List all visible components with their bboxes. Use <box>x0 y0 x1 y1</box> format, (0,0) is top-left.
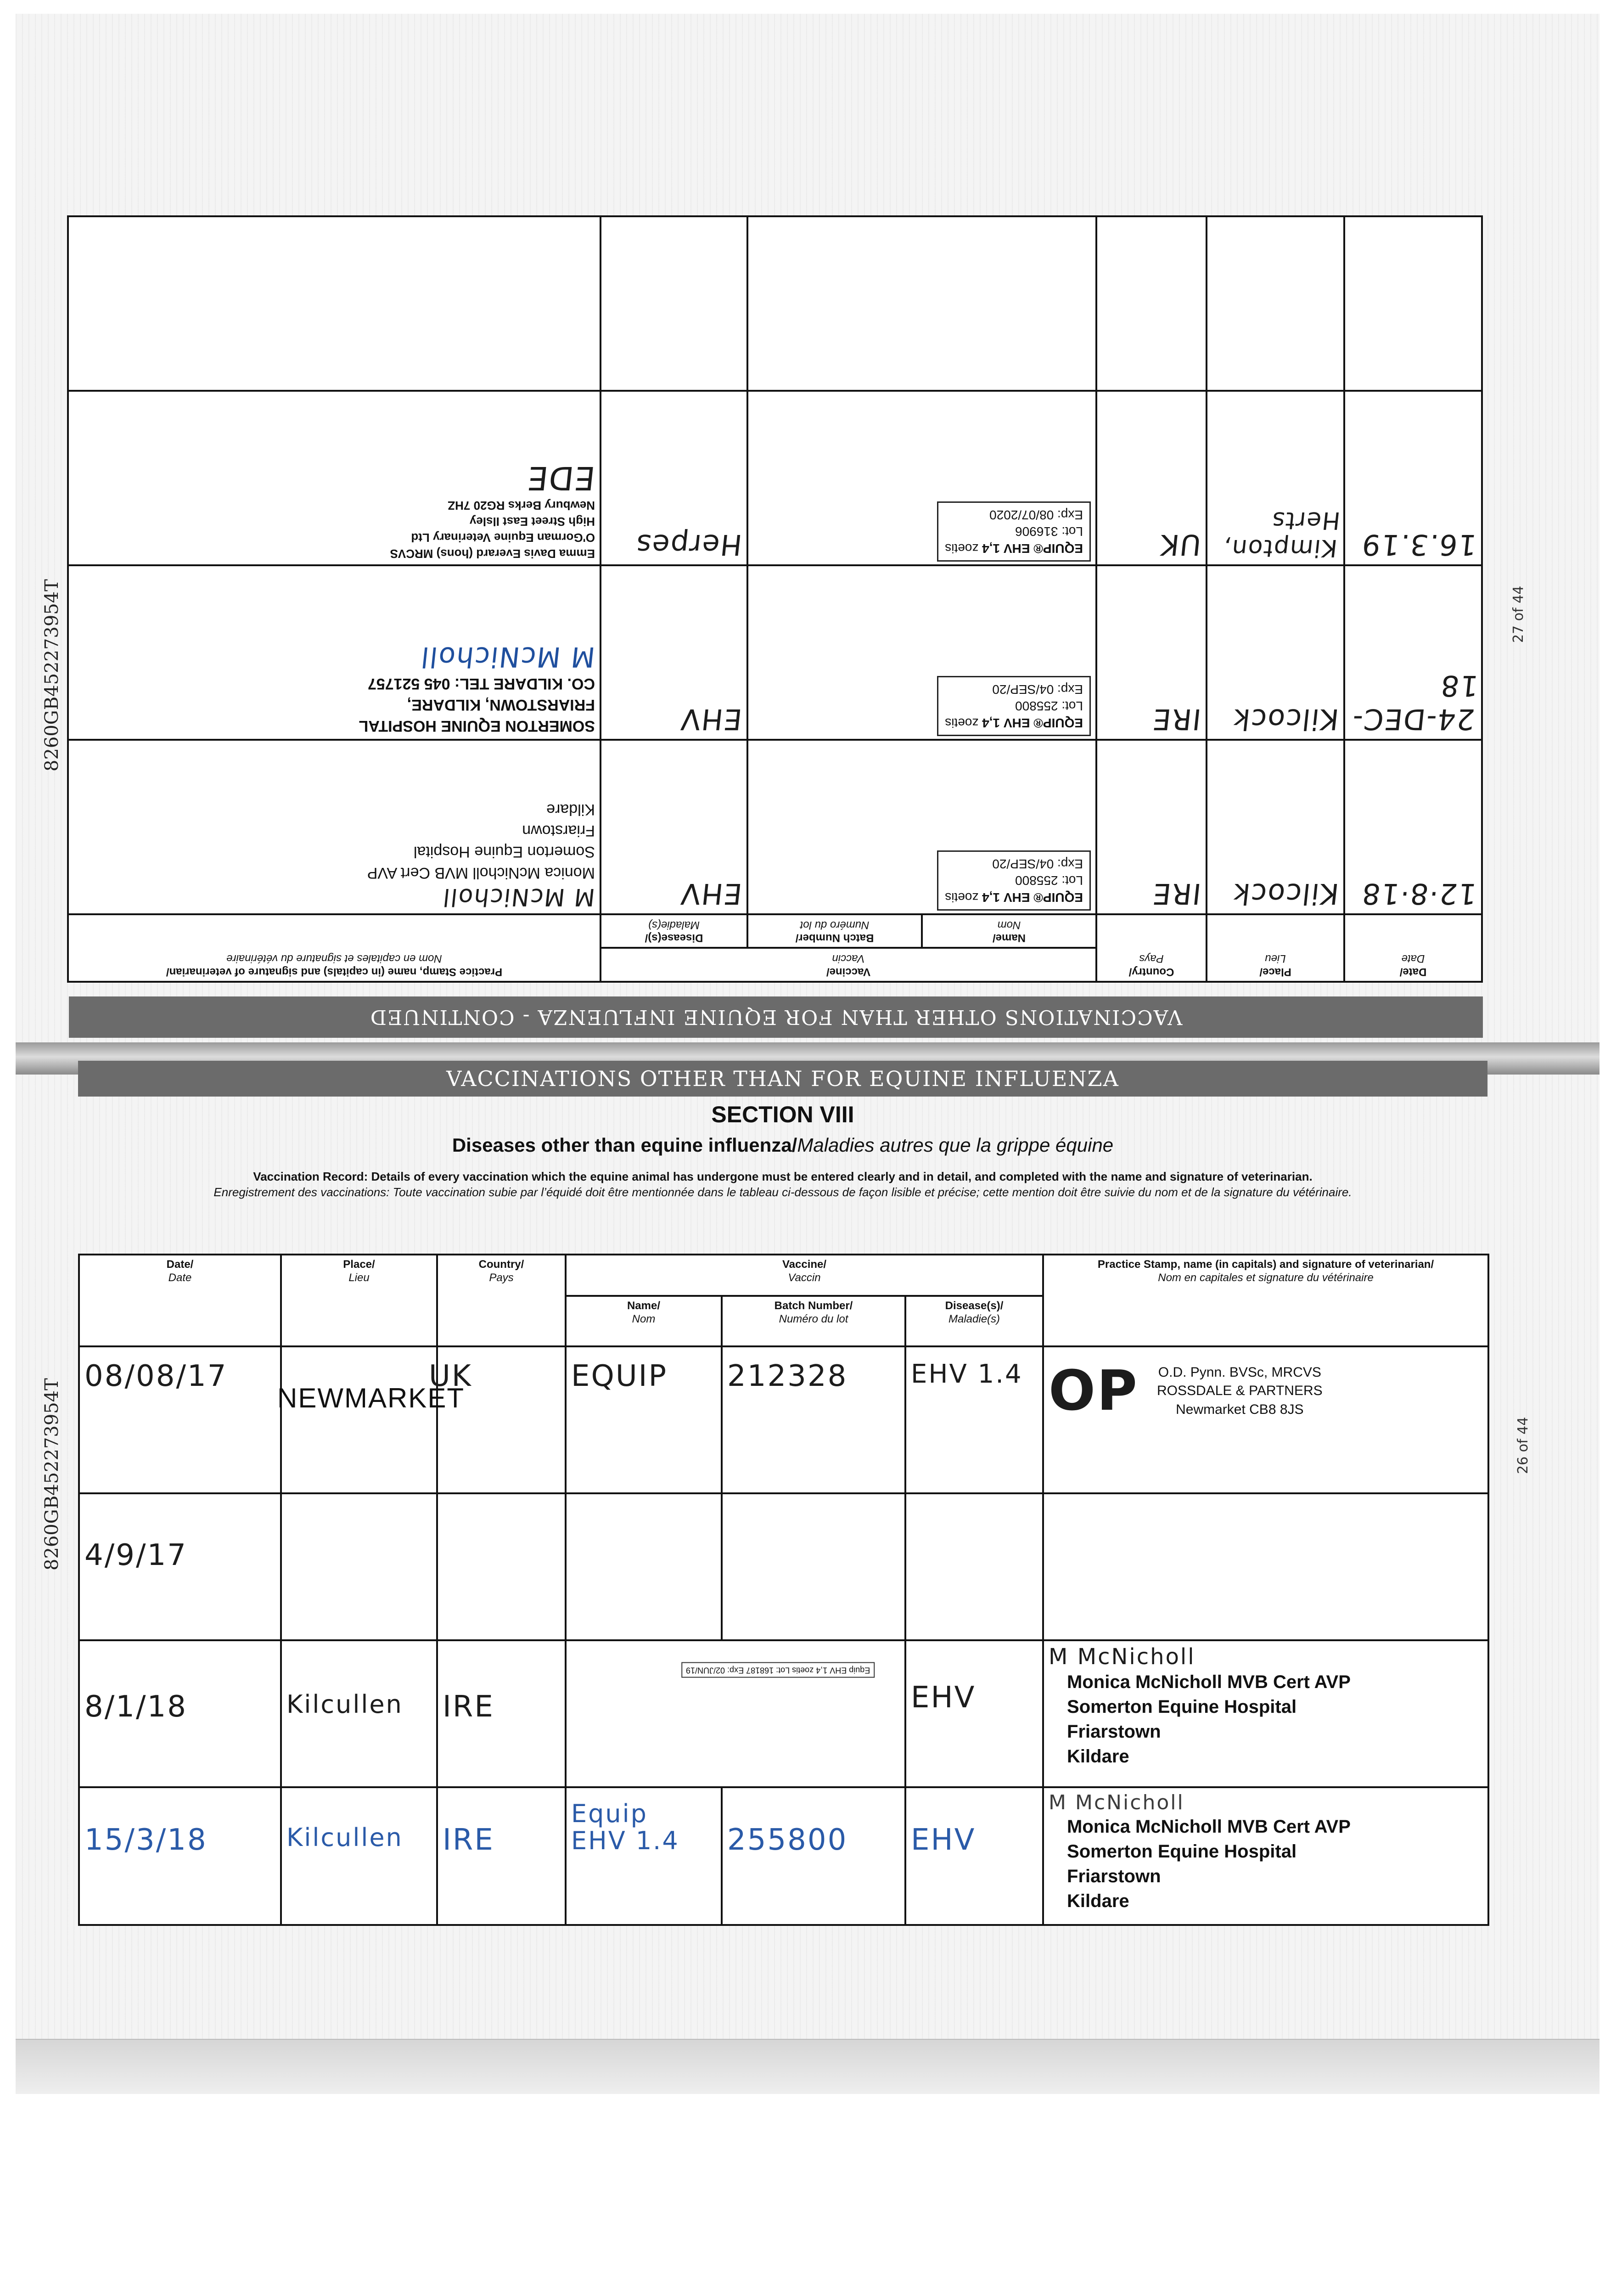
page-number-26: 26 of 44 <box>1515 1417 1531 1474</box>
cell-disease: EHV <box>601 740 747 914</box>
header-stamp: Practice Stamp, name (in capitals) and signature of veterinarian/ Nom en capitales et signature du vétérinaire <box>68 914 601 982</box>
vet-stamp: SOMERTON EQUINE HOSPITAL FRIARSTOWN, KILDARE, CO. KILDARE TEL: 045 521757 <box>359 675 595 735</box>
vet-signature: OP <box>1049 1359 1139 1423</box>
cell-date: 08/08/17 <box>79 1346 281 1493</box>
cell-batch: 255800 <box>722 1787 905 1925</box>
vet-stamp: O.D. Pynn. BVSc, MRCVS ROSSDALE & PARTNERS Newmarket CB8 8JS <box>1157 1364 1323 1417</box>
table-row <box>79 1640 1488 1787</box>
header-disease: Disease(s)/ Maladie(s) <box>905 1296 1043 1346</box>
cell-country: UK <box>1096 391 1207 565</box>
vet-signature: M McNicholl <box>419 641 597 673</box>
cell-country: IRE <box>1096 740 1207 914</box>
cell-vaccine-label <box>566 1640 905 1787</box>
vaccine-sticker: EQUIP® EHV 1,4 zoetis Lot: 255800 Exp: 04/SEP/20 <box>937 850 1091 911</box>
cell-vaccine-label <box>747 565 1096 740</box>
vet-signature: M McNicholl <box>441 883 597 911</box>
cell-place: Kilcullen <box>281 1787 437 1925</box>
cell-country <box>1096 216 1207 391</box>
header-name: Name/ Nom <box>922 914 1096 948</box>
cell-vaccine-name: EQUIP <box>566 1346 722 1493</box>
table-row <box>68 391 1482 565</box>
cell-stamp <box>68 565 601 740</box>
cell-vaccine-name: Equip EHV 1.4 <box>566 1787 722 1925</box>
cell-disease: EHV <box>905 1787 1043 1925</box>
header-stamp: Practice Stamp, name (in capitals) and signature of veterinarian/ Nom en capitales et signature du vétérinaire <box>1043 1255 1488 1346</box>
section-subtitle: Diseases other than equine influenza/Maladies autres que la grippe équine <box>452 1134 1114 1156</box>
cell-stamp <box>1043 1640 1488 1787</box>
table-row <box>79 1346 1488 1493</box>
vaccine-sticker-fragment: Equip EHV 1,4 zoetis Lot: 168187 Exp: 02/JUN/19 <box>681 1662 875 1678</box>
cell-vaccine-label <box>747 740 1096 914</box>
cell-stamp <box>68 740 601 914</box>
vet-stamp: Monica McNicholl MVB Cert AVP Somerton Equine Hospital Friarstown Kildare <box>1067 1672 1351 1767</box>
cell-country: UK <box>437 1346 566 1493</box>
cell-stamp <box>68 391 601 565</box>
cell-stamp <box>68 216 601 391</box>
vaccination-table-lower <box>78 1254 1489 1926</box>
header-batch: Batch Number/ Numéro du lot <box>722 1296 905 1346</box>
cell-disease: Herpes <box>601 391 747 565</box>
cell-disease: EHV <box>905 1640 1043 1787</box>
cell-place: Kilcock <box>1207 740 1344 914</box>
cell-place <box>281 1493 437 1640</box>
header-batch: Batch Number/ Numéro du lot <box>747 914 922 948</box>
cell-disease <box>601 216 747 391</box>
cell-date: 24-DEC-18 <box>1344 565 1482 740</box>
vet-stamp: Monica McNicholl MVB Cert AVP Somerton Equine Hospital Friarstown Kildare <box>367 801 595 882</box>
cell-vaccine-name <box>566 1493 722 1640</box>
table-row <box>68 740 1482 914</box>
header-place: Place/ Lieu <box>1207 914 1344 982</box>
cell-batch: 212328 <box>722 1346 905 1493</box>
cell-date <box>1344 216 1482 391</box>
page-number-27: 27 of 44 <box>1510 585 1527 643</box>
header-vaccine: Vaccine/ Vaccin <box>601 948 1096 982</box>
cell-date: 15/3/18 <box>79 1787 281 1925</box>
cell-batch <box>722 1493 905 1640</box>
cell-country: IRE <box>437 1640 566 1787</box>
header-country: Country/ Pays <box>437 1255 566 1346</box>
vaccination-table-upper <box>67 215 1483 983</box>
cell-disease: EHV <box>601 565 747 740</box>
cell-date: 4/9/17 <box>79 1493 281 1640</box>
table-row <box>79 1493 1488 1640</box>
cell-stamp <box>1043 1787 1488 1925</box>
cell-date: 12·8·18 <box>1344 740 1482 914</box>
cell-disease: EHV 1.4 <box>905 1346 1043 1493</box>
passport-id-upper: 8260GB452273954T <box>41 579 62 771</box>
vet-signature: M McNicholl <box>1049 1644 1195 1670</box>
header-vaccine: Vaccine/ Vaccin <box>566 1255 1043 1296</box>
cell-date: 8/1/18 <box>79 1640 281 1787</box>
scan-margin <box>0 0 16 2296</box>
cell-country: IRE <box>1096 565 1207 740</box>
header-name: Name/ Nom <box>566 1296 722 1346</box>
scan-background <box>0 2094 1622 2296</box>
header-country: Country/ Pays <box>1096 914 1207 982</box>
passport-id-lower: 8260GB452273954T <box>41 1378 62 1570</box>
vet-signature: EDE <box>525 459 597 497</box>
cell-stamp <box>1043 1493 1488 1640</box>
cell-vaccine-label <box>747 391 1096 565</box>
header-date: Date/ Date <box>79 1255 281 1346</box>
cell-country: IRE <box>437 1787 566 1925</box>
table-row <box>68 565 1482 740</box>
cell-country <box>437 1493 566 1640</box>
cell-place: Kilcock <box>1207 565 1344 740</box>
cell-vaccine-label <box>747 216 1096 391</box>
cell-place: Kimpton, Herts <box>1207 391 1344 565</box>
table-row <box>79 1787 1488 1925</box>
header-date: Date/ Date <box>1344 914 1482 982</box>
cell-disease <box>905 1493 1043 1640</box>
vet-stamp: Monica McNicholl MVB Cert AVP Somerton Equine Hospital Friarstown Kildare <box>1067 1817 1351 1911</box>
vet-stamp: Emma Davis Everard (hons) MRCVS O'Gorman Equine Veterinary Ltd High Street East Ilsley Newbury Berks RG20 7HZ <box>390 498 595 561</box>
cell-date: 16.3.19 <box>1344 391 1482 565</box>
cell-stamp <box>1043 1346 1488 1493</box>
cell-place: NEWMARKET <box>281 1346 437 1493</box>
section-banner: VACCINATIONS OTHER THAN FOR EQUINE INFLUENZA <box>78 1061 1487 1097</box>
table-row <box>68 216 1482 391</box>
section-banner-continued: VACCINATIONS OTHER THAN FOR EQUINE INFLUENZA - CONTINUED <box>69 996 1483 1038</box>
section-title: SECTION VIII <box>711 1102 854 1127</box>
cell-place <box>1207 216 1344 391</box>
cell-place: Kilcullen <box>281 1640 437 1787</box>
vaccine-sticker: EQUIP® EHV 1,4 zoetis Lot: 255800 Exp: 04/SEP/20 <box>937 676 1091 736</box>
upper-page <box>69 133 1483 1038</box>
lower-page <box>78 1061 1487 1970</box>
vet-signature: M McNicholl <box>1049 1791 1184 1814</box>
vaccine-sticker: EQUIP® EHV 1,4 zoetis Lot: 316906 Exp: 08/07/2020 <box>937 501 1091 562</box>
passport-cover-edge <box>16 2039 1600 2095</box>
header-disease: Disease(s)/ Maladie(s) <box>601 914 747 948</box>
header-place: Place/ Lieu <box>281 1255 437 1346</box>
vaccination-instructions: Vaccination Record: Details of every vaccination which the equine animal has undergone must be entered clearly and in detail, and completed with the name and signature of veterinarian. Enregistrement des vaccinations: Toute vaccination subie par l’équidé doit être mentionnée dans le tableau ci-dessous de façon lisible et précise; cette mention doit être suivie du nom et de la signature du vétérinaire. <box>213 1170 1352 1199</box>
